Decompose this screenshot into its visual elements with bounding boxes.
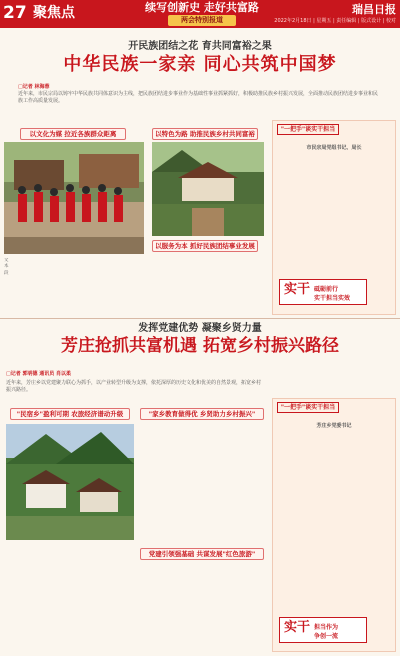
story1-subhead-culture: 以文化为媒 拉近各族群众距离: [20, 128, 126, 140]
callout-line1: 砥砺前行: [314, 286, 339, 293]
callout-big: 实干: [284, 282, 311, 297]
story1-callout: [279, 279, 367, 305]
sidebar2-title: "一把手"谈实干担当: [277, 402, 339, 413]
callout2-line1: 担当作为: [314, 624, 339, 631]
page-number: 27: [3, 3, 27, 23]
callout-line2: 实干担当实效: [314, 295, 351, 302]
sidebar-title: "一把手"谈实干担当: [277, 124, 339, 135]
village-photo: [152, 142, 264, 236]
story2-callout: [279, 617, 367, 643]
story1-sidebar: [272, 120, 396, 315]
story1-headline: 中华民族一家亲 同心共筑中国梦: [63, 54, 337, 75]
story1-text-col1: 文 本 段: [4, 258, 9, 276]
dateline: 2022年2月18日 | 星期五 | 责任编辑 | 版式设计 | 校对: [274, 18, 396, 24]
paper-name: 瑞昌日报: [352, 3, 396, 16]
story2-headline: 芳庄抢抓共富机遇 拓宽乡村振兴路径: [61, 336, 339, 356]
story2-sidebar: [272, 398, 396, 652]
story1-subhead-service: 以服务为本 抓好民族团结事业发展: [152, 240, 258, 252]
story1-subhead-features: 以特色为路 助推民族乡村共同富裕: [152, 128, 258, 140]
story2-lead: 近年来，芳庄乡以党建聚力联心为抓手，以产业转型升级为支撑，依托深厚的历史文化和优美的自然景观，拓宽乡村振兴路径。: [6, 380, 262, 393]
sidebar-author: 市民宗局党组书记、局长: [306, 145, 362, 151]
masthead-bar: [0, 0, 400, 28]
sidebar2-author: 芳庄乡党委书记: [316, 423, 352, 429]
mountain-village-photo: [6, 424, 134, 540]
story2-subhead-homestay: "民宿乡"盈利可期 农旅经济谱动升级: [10, 408, 130, 420]
callout2-line2: 争创一流: [314, 633, 339, 640]
section-title: 聚焦点: [33, 5, 75, 21]
story2-kicker: 发挥党建优势 凝聚乡贤力量: [138, 323, 262, 334]
series-tag: 两会特别报道: [168, 15, 236, 26]
story2-subhead-education: "家乡教育做得优 乡贤助力乡村振兴": [140, 408, 264, 420]
section-divider: [0, 318, 400, 319]
series-title: 续写创新史 走好共富路: [145, 1, 259, 14]
story2-subhead-party: 党建引领强基础 共谋发展"红色旅游": [140, 548, 264, 560]
festival-photo: [4, 142, 144, 254]
story1-byline: □记者 林海蓉: [18, 84, 50, 90]
callout2-big: 实干: [284, 620, 311, 635]
story2-byline: □记者 郭明德 通讯员 肖以柔: [6, 371, 71, 377]
story1-lead: 近年来，市民宗局以铸牢中华民族共同体意识为主线，把民族团结进步事业作为基础性事业抓紧抓好，积极助推民族乡村振兴发展，全面推动民族团结进步事业和民族工作高质量发展。: [18, 91, 379, 104]
story1-text-col2: [76, 258, 144, 314]
story1-kicker: 开民族团结之花 育共同富裕之果: [128, 41, 272, 52]
